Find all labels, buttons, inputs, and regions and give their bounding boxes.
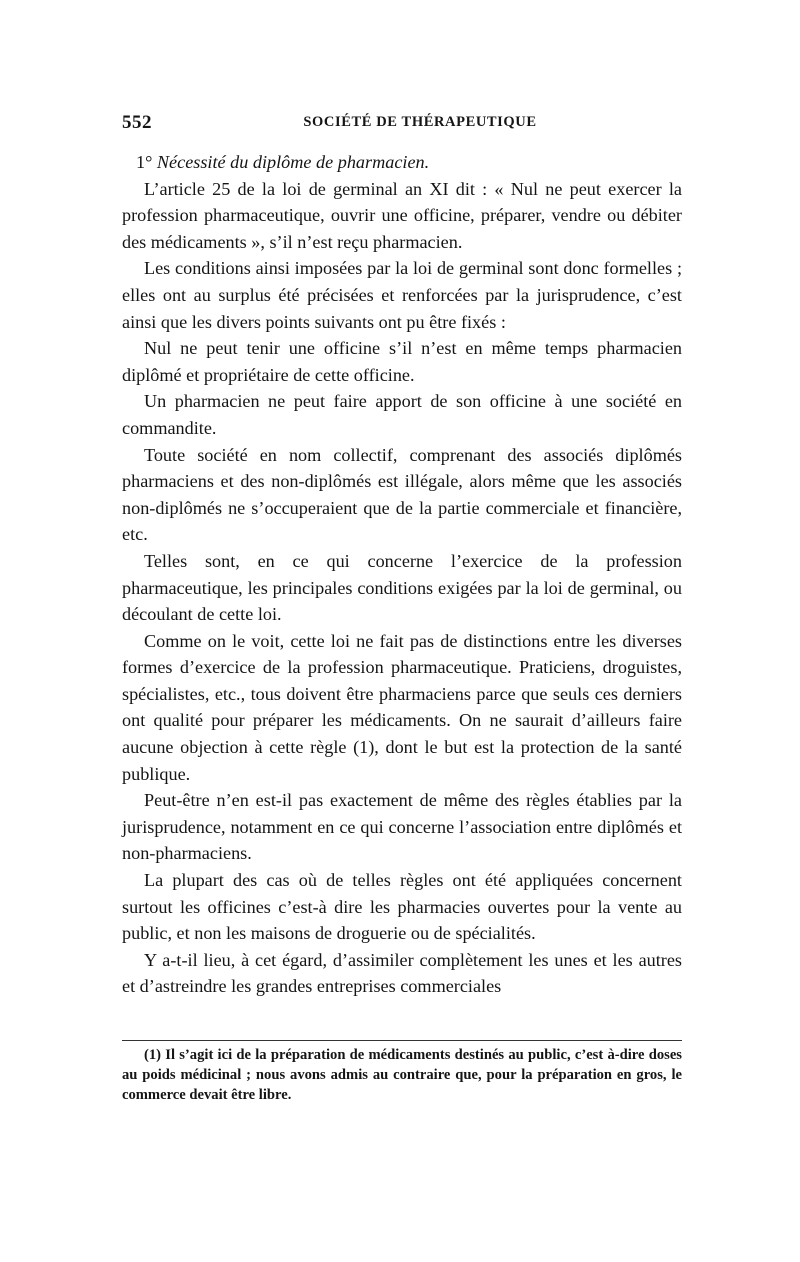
paragraph: Les conditions ainsi imposées par la loi de germinal sont donc formelles ; elles ont au surplus été précisées et renforcées par la jurisprudence, c’est ainsi que les divers points suivants ont pu être fixés :	[122, 258, 682, 332]
section-heading	[122, 149, 682, 176]
page-number: 552	[122, 112, 152, 133]
footnotes	[122, 1046, 682, 1105]
paragraph: Comme on le voit, cette loi ne fait pas de distinctions entre les diverses formes d’exercice de la profession pharmaceutique. Praticiens, droguistes, spécialistes, etc., tous doivent être pharmaciens parce que seuls ces derniers ont qualité pour préparer les médicaments. On ne saurait d’ailleurs faire aucune objection à cette règle (1), dont le but est la protection de la santé publique.	[122, 630, 682, 784]
paragraph: Y a-t-il lieu, à cet égard, d’assimiler complètement les unes et les autres et d’astreindre les grandes entreprises commerciales	[122, 949, 682, 997]
section-number: 1°	[136, 152, 153, 172]
body-text	[122, 149, 682, 1000]
paragraph: Peut-être n’en est-il pas exactement de même des règles établies par la jurisprudence, notamment en ce qui concerne l’association entre diplômés et non-pharmaciens.	[122, 790, 682, 864]
paragraph: Toute société en nom collectif, comprenant des associés diplômés pharmaciens et des non-diplômés est illégale, alors même que les associés non-diplômés ne s’occuperaient que de la partie commerciale et financière, etc.	[122, 444, 682, 545]
paragraph: L’article 25 de la loi de germinal an XI dit : « Nul ne peut exercer la profession pharmaceutique, ouvrir une officine, préparer, vendre ou débiter des médicaments », s’il n’est reçu pharmacien.	[122, 178, 682, 252]
paragraph: Nul ne peut tenir une officine s’il n’est en même temps pharmacien diplômé et propriétaire de cette officine.	[122, 338, 682, 385]
footnote-divider	[122, 1040, 682, 1041]
paragraph: Un pharmacien ne peut faire apport de son officine à une société en commandite.	[122, 391, 682, 438]
paragraph: La plupart des cas où de telles règles ont été appliquées concernent surtout les officines c’est-à dire les pharmacies ouvertes pour la vente au public, et non les maisons de droguerie ou de spécialités.	[122, 870, 682, 944]
paragraph: Telles sont, en ce qui concerne l’exercice de la profession pharmaceutique, les principales conditions exigées par la loi de germinal, ou découlant de cette loi.	[122, 550, 682, 625]
footnote: (1) Il s’agit ici de la préparation de médicaments destinés au public, c’est à-dire doses au poids médicinal ; nous avons admis au contraire que, pour la préparation en gros, le commerce devait être libre.	[122, 1047, 682, 1103]
page-header	[122, 112, 682, 140]
section-title: Nécessité du diplôme de pharmacien.	[156, 152, 430, 172]
running-title: SOCIÉTÉ DE THÉRAPEUTIQUE	[303, 114, 537, 130]
